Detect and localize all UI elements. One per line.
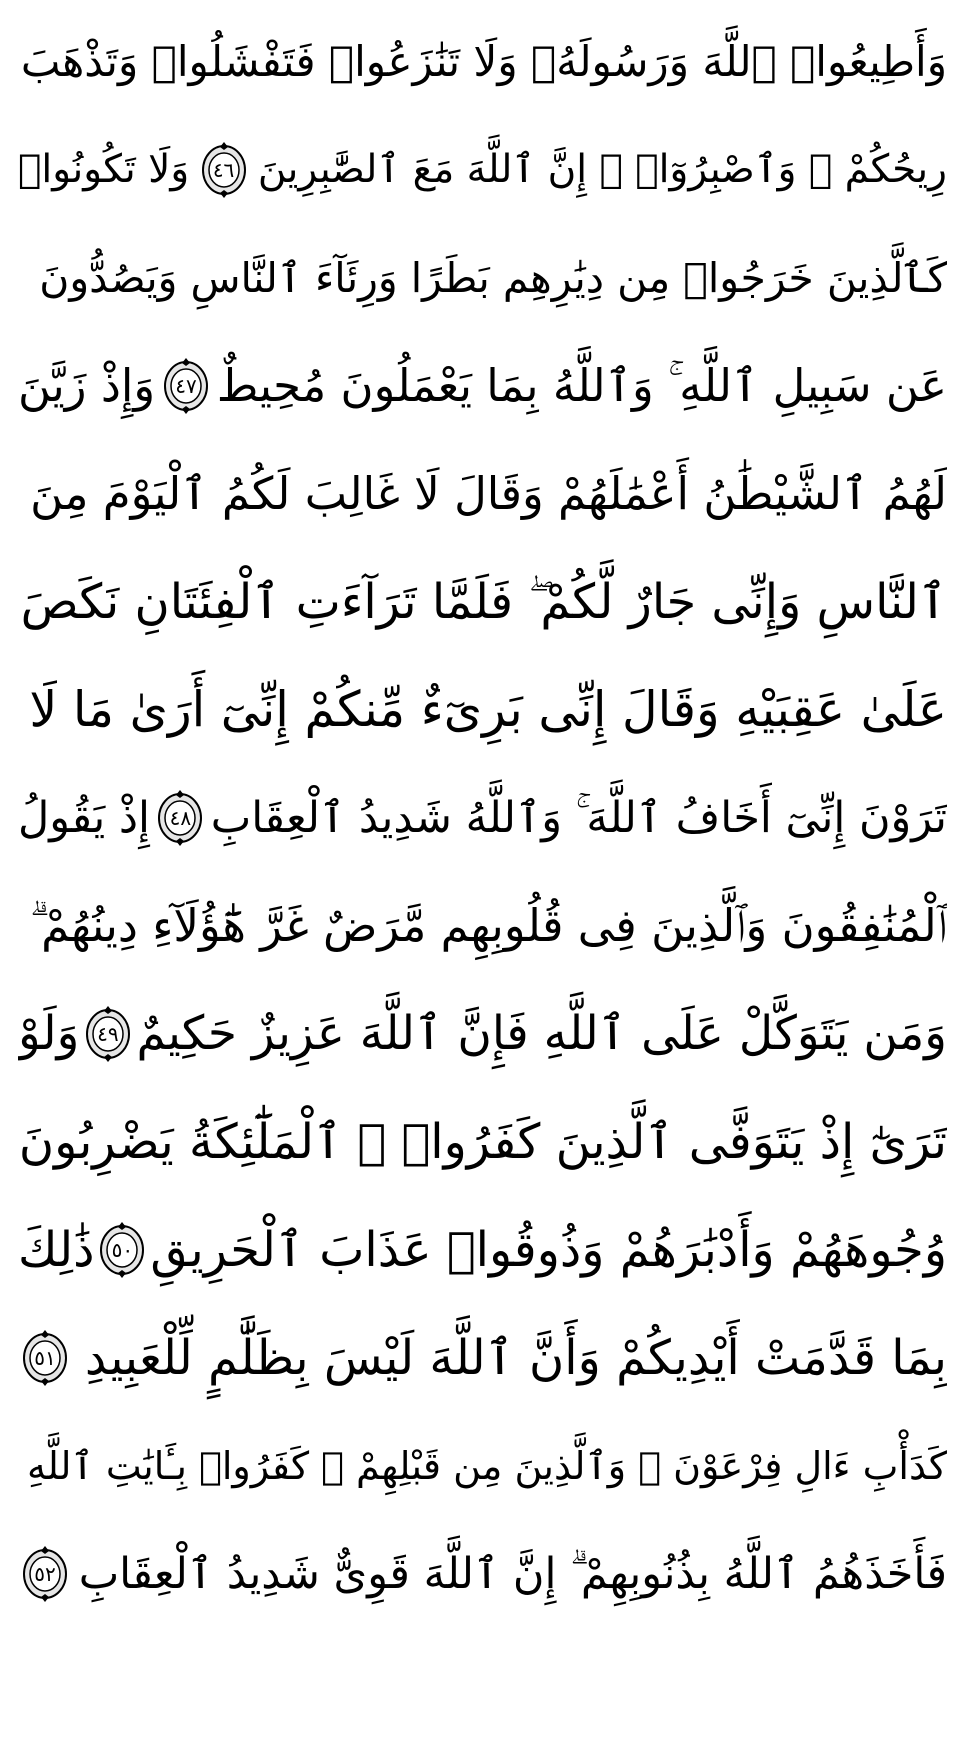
ayah-end-marker [201,140,247,200]
ayah-number: ٥١ [34,1346,56,1370]
verse-text: عَلَىٰ عَقِبَيْهِ وَقَالَ إِنِّى بَرِىٓءٌ مِّنكُمْ إِنِّىٓ أَرَىٰ مَا لَا [29,681,947,738]
verse-text: ٱلنَّاسِ وَإِنِّى جَارٌ لَّكُمْ ۖ فَلَمَّا تَرَآءَتِ ٱلْفِئَتَانِ نَكَصَ [20,574,947,630]
ayah-end-marker [163,356,209,416]
verse-text: وَلَا تَكُونُوا۟ [18,147,190,192]
verse-text: وَإِذْ زَيَّنَ [18,359,156,412]
ayah-number: ٤٩ [97,1022,119,1046]
verse-text: لَهُمُ ٱلشَّيْطَٰنُ أَعْمَٰلَهُمْ وَقَالَ لَا غَالِبَ لَكُمُ ٱلْيَوْمَ مِنَ [30,467,947,520]
ayah-end-marker [22,1328,68,1388]
verse-line [18,764,947,872]
ayah-number: ٤٧ [175,374,197,398]
ayah-number: ٥٠ [111,1238,134,1262]
ayah-number: ٥٢ [34,1562,56,1586]
verse-text: وُجُوهَهُمْ وَأَدْبَٰرَهُمْ وَذُوقُوا۟ عَذَابَ ٱلْحَرِيقِ [150,1222,947,1278]
ayah-number: ٤٦ [212,158,235,182]
verse-text: فَأَخَذَهُمُ ٱللَّهُ بِذُنُوبِهِمْ ۗ إِنَّ ٱللَّهَ قَوِىٌّ شَدِيدُ ٱلْعِقَابِ [78,1549,947,1599]
verse-text: وَلَوْ [18,1006,80,1061]
verse-line [18,224,947,332]
verse-text: كَٱلَّذِينَ خَرَجُوا۟ مِن دِيَٰرِهِم بَطَرًا وَرِئَآءَ ٱلنَّاسِ وَيَصُدُّونَ [39,254,947,302]
verse-line [18,1304,947,1412]
verse-line [18,980,947,1088]
ayah-number: ٤٨ [169,806,192,830]
verse-text: وَمَن يَتَوَكَّلْ عَلَى ٱللَّهِ فَإِنَّ ٱللَّهَ عَزِيزٌ حَكِيمٌ [136,1006,947,1061]
verse-line [18,440,947,548]
verse-line [18,1412,947,1520]
verse-line [18,8,947,116]
verse-text: بِمَا قَدَّمَتْ أَيْدِيكُمْ وَأَنَّ ٱللَّهَ لَيْسَ بِظَلَّٰمٍ لِّلْعَبِيدِ [84,1330,947,1386]
verse-lines [18,8,947,1628]
verse-text: رِيحُكُمْ ۖ وَٱصْبِرُوٓا۟ ۚ إِنَّ ٱللَّهَ مَعَ ٱلصَّٰبِرِينَ [257,147,947,192]
ayah-end-marker [99,1220,145,1280]
verse-line [18,656,947,764]
ayah-end-marker [22,1544,68,1604]
verse-text: عَن سَبِيلِ ٱللَّهِ ۚ وَٱللَّهُ بِمَا يَعْمَلُونَ مُحِيطٌ [216,359,947,412]
verse-line [18,1520,947,1628]
ayah-end-marker [157,788,203,848]
verse-line [18,116,947,224]
verse-line [18,548,947,656]
verse-line [18,872,947,980]
verse-text: كَدَأْبِ ءَالِ فِرْعَوْنَ ۙ وَٱلَّذِينَ مِن قَبْلِهِمْ ۚ كَفَرُوا۟ بِـَٔايَٰتِ ٱللَّهِ [26,1444,947,1488]
verse-line [18,1196,947,1304]
ayah-end-marker [85,1004,131,1064]
verse-line [18,1088,947,1196]
verse-text: ٱلْمُنَٰفِقُونَ وَٱلَّذِينَ فِى قُلُوبِهِم مَّرَضٌ غَرَّ هَٰٓؤُلَآءِ دِينُهُمْ ۗ [29,899,947,952]
verse-text: تَرَوْنَ إِنِّىٓ أَخَافُ ٱللَّهَ ۚ وَٱللَّهُ شَدِيدُ ٱلْعِقَابِ [210,793,947,843]
verse-text: وَأَطِيعُوا۟ ٱللَّهَ وَرَسُولَهُۥ وَلَا تَنَٰزَعُوا۟ فَتَفْشَلُوا۟ وَتَذْهَبَ [20,37,947,86]
verse-text: ذَٰلِكَ [18,1222,95,1278]
verse-text: تَرَىٰٓ إِذْ يَتَوَفَّى ٱلَّذِينَ كَفَرُوا۟ ۙ ٱلْمَلَٰٓئِكَةُ يَضْرِبُونَ [18,1114,947,1170]
verse-line [18,332,947,440]
verse-text: إِذْ يَقُولُ [18,793,150,843]
